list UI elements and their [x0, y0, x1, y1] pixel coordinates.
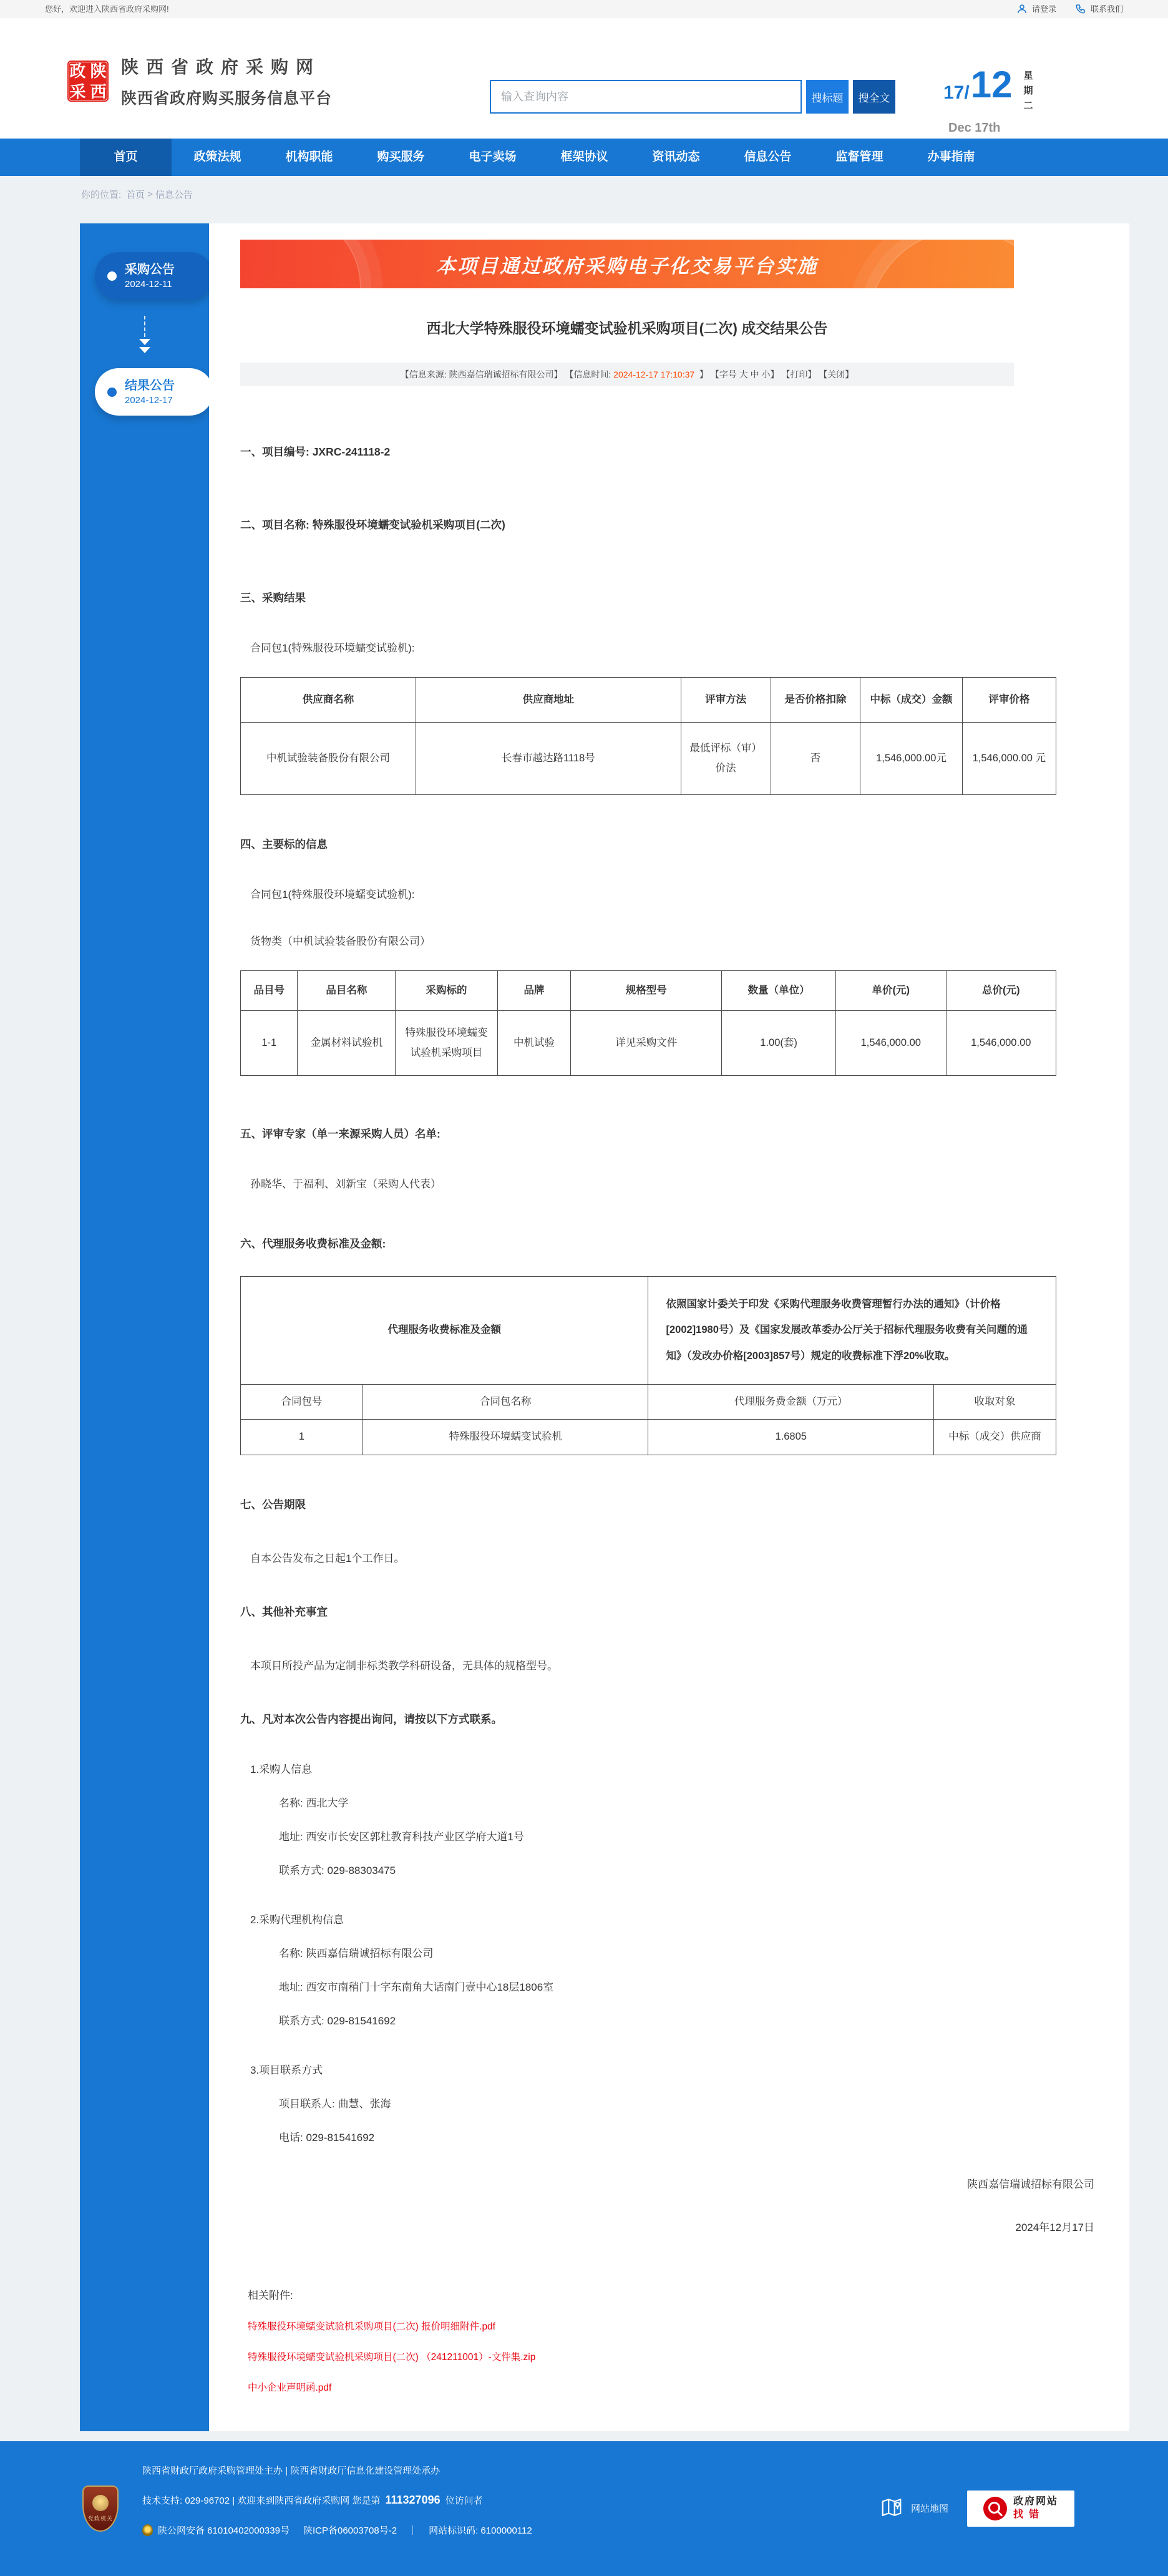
- sitemap-label: 网站地图: [910, 2504, 948, 2514]
- col-header: 供应商地址: [416, 678, 681, 723]
- attachment-link-fileset-zip[interactable]: 特殊服役环境蠕变试验机采购项目(二次) （241211001）-文件集.zip: [248, 2351, 536, 2363]
- notice-period-text: 自本公告发布之日起1个工作日。: [250, 1552, 405, 1564]
- col-header: 采购标的: [396, 971, 497, 1011]
- logo-char: 政: [69, 61, 86, 80]
- contract-package-line: 合同包1(特殊服役环境蠕变试验机):: [250, 642, 415, 654]
- article-meta-bar: [240, 363, 1014, 386]
- timeline-step-label: 采购公告: [125, 263, 175, 276]
- search-title-button[interactable]: 搜标题: [806, 80, 849, 114]
- attachments-title: 相关附件:: [248, 2289, 293, 2301]
- signature-block: [240, 2175, 1098, 2234]
- nav-item-purchase-services[interactable]: 购买服务: [377, 150, 425, 163]
- close-button[interactable]: 【关闭】: [819, 369, 854, 379]
- table-cell: 1.6805: [648, 1420, 933, 1455]
- signature-date: 2024年12月17日: [1015, 2221, 1094, 2233]
- section-procurement-result: 三、采购结果: [240, 592, 306, 604]
- table-cell: 中标（成交）供应商: [933, 1420, 1056, 1455]
- nav-item-guide[interactable]: 办事指南: [927, 150, 975, 163]
- meta-time-value: 2024-12-17 17:10:37: [613, 369, 695, 379]
- col-header: 中标（成交）金额: [860, 678, 962, 723]
- table-cell: 1,546,000.00: [836, 1011, 946, 1076]
- site-brand[interactable]: [67, 54, 332, 109]
- search-fulltext-button[interactable]: 搜全文: [853, 80, 895, 114]
- phone-icon: [1075, 3, 1086, 14]
- meta-time-prefix: 【信息时间:: [565, 369, 614, 379]
- purchaser-info-title: 1.采购人信息: [250, 1763, 313, 1775]
- main-area: [80, 223, 1129, 2431]
- e-platform-banner: [240, 240, 1014, 288]
- breadcrumb-home-link[interactable]: 首页: [126, 189, 145, 200]
- section-main-subject-info: 四、主要标的信息: [240, 838, 328, 851]
- site-subtitle: 陕西省政府购买服务信息平台: [121, 90, 333, 107]
- visitor-suffix: 位访问者: [445, 2495, 483, 2506]
- breadcrumb-current-link[interactable]: 信息公告: [155, 189, 193, 200]
- date-widget: [943, 66, 1074, 135]
- agency-name: 名称: 陕西嘉信瑞诚招标有限公司: [279, 1947, 434, 1959]
- table-header-row: [241, 678, 1056, 723]
- section-notice-period: 七、公告期限: [240, 1498, 306, 1511]
- visitor-count: 111327096: [385, 2493, 440, 2506]
- table-cell: 1.00(套): [722, 1011, 836, 1076]
- timeline-step-date: 2024-12-11: [125, 279, 172, 290]
- signature-company: 陕西嘉信瑞诚招标有限公司: [967, 2178, 1094, 2190]
- site-logo: [67, 61, 109, 102]
- table-cell: 1: [241, 1420, 363, 1455]
- breadcrumb: [0, 176, 1168, 212]
- site-name: 陕西省政府采购网: [121, 57, 321, 77]
- error-finder-magnifier-icon: [983, 2497, 1007, 2520]
- print-button[interactable]: 【打印】: [781, 369, 819, 379]
- search-bar: [490, 80, 895, 114]
- section-review-experts: 五、评审专家（单一来源采购人员）名单:: [240, 1128, 440, 1141]
- table-cell: 1-1: [241, 1011, 298, 1076]
- table-cell: 中机试验: [497, 1011, 571, 1076]
- table-row: [241, 1420, 1056, 1455]
- date-month: 12: [970, 64, 1013, 105]
- contact-us-label: 联系我们: [1090, 4, 1123, 14]
- table-cell: 详见采购文件: [571, 1011, 722, 1076]
- table-cell: 长春市越达路1118号: [416, 723, 681, 795]
- main-nav: [0, 139, 1168, 176]
- col-header: 合同包号: [241, 1384, 363, 1419]
- footer-organizer-line: [142, 2464, 1168, 2477]
- col-header: 代理服务费金额（万元）: [648, 1384, 933, 1419]
- logo-char: 采: [69, 82, 86, 101]
- table-cell: 1,546,000.00元: [860, 723, 962, 795]
- result-table: [240, 677, 1056, 795]
- project-contact-title: 3.项目联系方式: [250, 2064, 323, 2076]
- attachment-link-quotation-pdf[interactable]: 特殊服役环境蠕变试验机采购项目(二次) 报价明细附件.pdf: [248, 2321, 495, 2332]
- login-label: 请登录: [1031, 4, 1056, 14]
- section-project-number: 一、项目编号: JXRC-241118-2: [240, 446, 391, 458]
- breadcrumb-separator: >: [147, 188, 153, 200]
- nav-item-e-market[interactable]: 电子卖场: [469, 150, 517, 163]
- purchaser-address: 地址: 西安市长安区郭杜教育科技产业区学府大道1号: [279, 1830, 524, 1843]
- purchaser-phone: 联系方式: 029-88303475: [279, 1864, 396, 1876]
- table-cell: 金属材料试验机: [298, 1011, 396, 1076]
- fee-standard-label-cell: 代理服务收费标准及金额: [241, 1277, 648, 1385]
- table-header-row: [241, 971, 1056, 1011]
- shield-label: 党政机关: [87, 2515, 113, 2522]
- table-cell: 最低评标（审）价法: [681, 723, 771, 795]
- login-link[interactable]: [1016, 2, 1056, 14]
- nav-item-framework[interactable]: 框架协议: [560, 150, 608, 163]
- col-header: 供应商名称: [241, 678, 416, 723]
- contact-us-link[interactable]: [1075, 2, 1123, 14]
- announcement-timeline-sidebar: [80, 223, 209, 2431]
- banner-text: 本项目通过政府采购电子化交易平台实施: [436, 255, 818, 277]
- timeline-step-procurement-notice[interactable]: [95, 252, 213, 300]
- welcome-text: 您好，欢迎进入陕西省政府采购网!: [45, 4, 169, 14]
- col-header: 评审价格: [962, 678, 1056, 723]
- col-header: 是否价格扣除: [771, 678, 860, 723]
- table-row: [241, 723, 1056, 795]
- project-contact-phone: 电话: 029-81541692: [279, 2131, 375, 2144]
- col-header: 品牌: [497, 971, 571, 1011]
- nav-item-home[interactable]: 首页: [80, 139, 172, 176]
- gov-website-error-report-badge[interactable]: [967, 2491, 1074, 2527]
- col-header: 单价(元): [836, 971, 946, 1011]
- nav-item-supervision[interactable]: 监督管理: [835, 150, 883, 163]
- support-text: 技术支持: 029-96702 | 欢迎来到陕西省政府采购网 您是第: [142, 2495, 381, 2506]
- date-weekday: 星期二: [1023, 71, 1033, 111]
- purchaser-name: 名称: 西北大学: [279, 1797, 349, 1809]
- public-security-badge-icon: [142, 2524, 153, 2536]
- security-registration[interactable]: 陕公网安备 61010402000339号: [158, 2525, 290, 2536]
- table-cell: 1,546,000.00: [946, 1011, 1056, 1076]
- site-header: [0, 17, 1168, 139]
- icp-registration[interactable]: 陕ICP备06003708号-2: [303, 2525, 397, 2536]
- table-cell: 特殊服役环境蠕变试验机采购项目: [396, 1011, 497, 1076]
- top-bar: [0, 0, 1168, 17]
- sitemap-link[interactable]: [880, 2496, 948, 2522]
- col-header: 评审方法: [681, 678, 771, 723]
- table-cell: 否: [771, 723, 860, 795]
- section-agency-fee: 六、代理服务收费标准及金额:: [240, 1237, 386, 1251]
- arrow-down-icon: [80, 316, 209, 353]
- date-english: Dec 17th: [948, 121, 1001, 135]
- table-row: [241, 1277, 1056, 1385]
- timeline-step-date: 2024-12-17: [125, 395, 173, 406]
- section-inquiries: 九、凡对本次公告内容提出询问，请按以下方式联系。: [240, 1712, 502, 1725]
- meta-time-suffix: 】: [694, 369, 711, 379]
- nav-item-news[interactable]: 资讯动态: [652, 150, 700, 163]
- logo-char: 西: [90, 82, 107, 101]
- announcement-article: [209, 223, 1129, 2431]
- col-header: 品目名称: [298, 971, 396, 1011]
- nav-item-policies[interactable]: 政策法规: [193, 150, 241, 163]
- col-header: 规格型号: [571, 971, 722, 1011]
- goods-category-line: 货物类（中机试验装备股份有限公司）: [250, 935, 431, 948]
- date-day: 17/: [943, 82, 970, 103]
- expert-names-line: 孙晓华、于福利、刘新宝（采购人代表）: [250, 1178, 441, 1191]
- table-row: [241, 1011, 1056, 1076]
- col-header: 总价(元): [946, 971, 1056, 1011]
- agency-info-title: 2.采购代理机构信息: [250, 1913, 344, 1926]
- contract-package-line: 合同包1(特殊服役环境蠕变试验机):: [250, 889, 415, 901]
- organizer-text: 陕西省财政厅政府采购管理处主办 | 陕西省财政厅信息化建设管理处承办: [142, 2465, 440, 2476]
- page-title: 西北大学特殊服役环境蠕变试验机采购项目(二次) 成交结果公告: [426, 320, 828, 336]
- agency-address: 地址: 西安市南稍门十字东南角大话南门壹中心18层1806室: [279, 1981, 554, 1993]
- timeline-dot: [107, 271, 117, 281]
- gov-badge-title: 政府网站: [1013, 2496, 1058, 2507]
- nav-item-functions[interactable]: 机构职能: [285, 150, 333, 163]
- timeline-dot: [107, 388, 117, 397]
- table-cell: 特殊服役环境蠕变试验机: [363, 1420, 648, 1455]
- project-contact-person: 项目联系人: 曲慧、张海: [279, 2097, 391, 2110]
- col-header: 合同包名称: [363, 1384, 648, 1419]
- table-header-row: [241, 1384, 1056, 1419]
- section-other-matters: 八、其他补充事宜: [240, 1605, 328, 1618]
- site-identifier-code: 网站标识码: 6100000112: [429, 2525, 532, 2536]
- col-header: 收取对象: [933, 1384, 1056, 1419]
- map-icon: [880, 2496, 903, 2522]
- attachment-link-sme-declaration-pdf[interactable]: 中小企业声明函.pdf: [248, 2382, 332, 2393]
- col-header: 品目号: [241, 971, 298, 1011]
- user-icon: [1016, 3, 1028, 14]
- items-table: [240, 970, 1056, 1076]
- font-size-controls[interactable]: 【字号 大 中 小】: [710, 369, 782, 379]
- agency-fee-table: [240, 1276, 1056, 1455]
- meta-source: 【信息来源: 陕西嘉信瑞诚招标有限公司】: [400, 369, 565, 379]
- site-footer: [0, 2441, 1168, 2576]
- timeline-step-result-notice[interactable]: [95, 368, 213, 416]
- section-project-name: 二、项目名称: 特殊服役环境蠕变试验机采购项目(二次): [240, 519, 505, 531]
- logo-char: 陕: [90, 61, 107, 80]
- col-header: 数量（单位）: [722, 971, 836, 1011]
- agency-phone: 联系方式: 029-81541692: [279, 2014, 396, 2027]
- search-input[interactable]: [490, 80, 802, 114]
- table-cell: 中机试验装备股份有限公司: [241, 723, 416, 795]
- other-matters-text: 本项目所投产品为定制非标类教学科研设备，无具体的规格型号。: [250, 1659, 558, 1672]
- table-cell: 1,546,000.00 元: [962, 723, 1056, 795]
- timeline-step-label: 结果公告: [125, 379, 175, 393]
- fee-standard-text-cell: 依照国家计委关于印发《采购代理服务收费管理暂行办法的通知》（计价格[2002]1980号）及《国家发展改革委办公厅关于招标代理服务收费有关问题的通知》（发改办价格[2003]857号）规定的收费标准下浮20%收取。: [648, 1277, 1056, 1385]
- gov-badge-subtitle: 找错: [1013, 2509, 1044, 2520]
- nav-item-announcements[interactable]: 信息公告: [744, 150, 792, 163]
- breadcrumb-prefix: 你的位置:: [81, 189, 122, 200]
- footer-separator: ｜: [408, 2525, 418, 2536]
